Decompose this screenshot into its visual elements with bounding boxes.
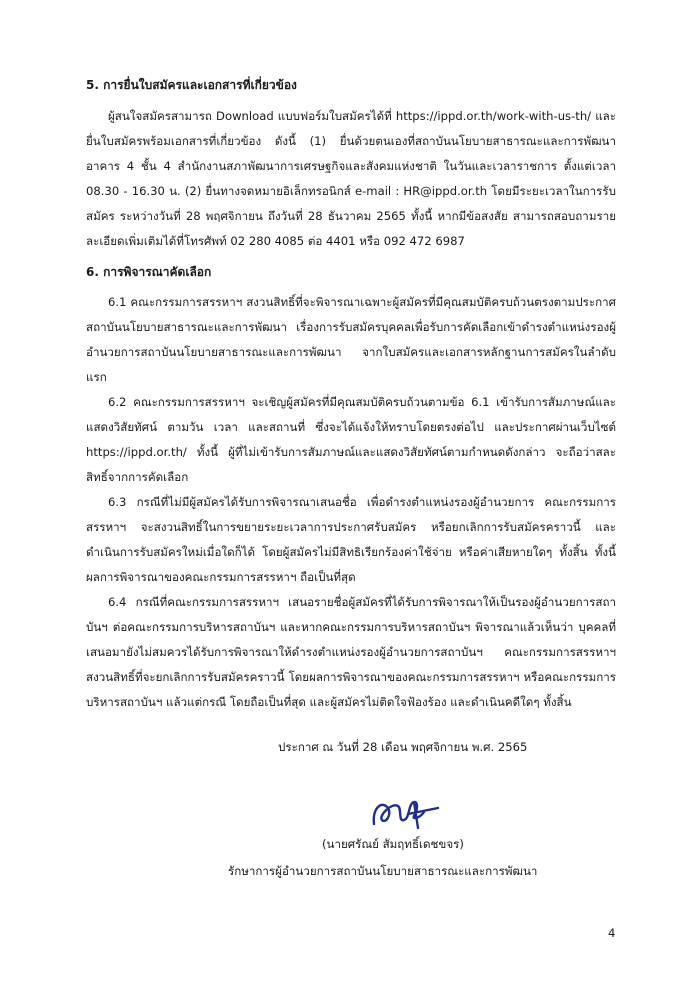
signature-image	[368, 794, 448, 832]
signer-name: (นายศรัณย์ สัมฤทธิ์เดชขจร)	[322, 837, 464, 851]
clause-6-2: 6.2 คณะกรรมการสรรหาฯ จะเชิญผู้สมัครที่มีคุณสมบัติครบถ้วนตามข้อ 6.1 เข้ารับการสัมภาษณ์และแสดงวิสัยทัศน์ ตามวัน เวลา และสถานที่ ซึ่งจะได้แจ้งให้ทราบโดยตรงต่อไป และประกาศผ่านเว็บไซต์ https://ippd.or.th/ ทั้งนี้ ผู้ที่ไม่เข้ารับการสัมภาษณ์และแสดงวิสัยทัศน์ตามกำหนดดังกล่าว จะถือว่าสละสิทธิ์จากการคัดเลือก	[86, 395, 616, 484]
page-number: 4	[608, 926, 616, 940]
clause-6-3: 6.3 กรณีที่ไม่มีผู้สมัครได้รับการพิจารณาเสนอชื่อ เพื่อดำรงตำแหน่งรองผู้อำนวยการ คณะกรรมการสรรหาฯ จะสงวนสิทธิ์ในการขยายระยะเวลาการประกาศรับสมัคร หรือยกเลิกการรับสมัครคราวนี้ และดำเนินการรับสมัครใหม่เมื่อใดก็ได้ โดยผู้สมัครไม่มีสิทธิเรียกร้องค่าใช้จ่าย หรือค่าเสียหายใดๆ ทั้งสิ้น ทั้งนี้ ผลการพิจารณาของคณะกรรมการสรรหาฯ ถือเป็นที่สุด	[86, 495, 616, 584]
announcement-date: ประกาศ ณ วันที่ 28 เดือน พฤศจิกายน พ.ศ. 2565	[278, 740, 528, 754]
clause-6-1: 6.1 คณะกรรมการสรรหาฯ สงวนสิทธิ์ที่จะพิจารณาเฉพาะผู้สมัครที่มีคุณสมบัติครบถ้วนตรงตามประกาศสถาบันนโยบายสาธารณะและการพัฒนา เรื่องการรับสมัครบุคคลเพื่อรับการคัดเลือกเข้าดำรงตำแหน่งรองผู้อำนวยการสถาบันนโยบายสาธารณะและการพัฒนา จากใบสมัครและเอกสารหลักฐานการสมัครในลำดับแรก	[86, 295, 616, 384]
section-6-title: 6. การพิจารณาคัดเลือก	[86, 265, 212, 279]
clause-6-4: 6.4 กรณีที่คณะกรรมการสรรหาฯ เสนอรายชื่อผู้สมัครที่ได้รับการพิจารณาให้เป็นรองผู้อำนวยการสถาบันฯ ต่อคณะกรรมการบริหารสถาบันฯ และหากคณะกรรมการบริหารสถาบันฯ พิจารณาแล้วเห็นว่า บุคคลที่เสนอมายังไม่สมควรได้รับการพิจารณาให้ดำรงตำแหน่งรองผู้อำนวยการสถาบันฯ คณะกรรมการสรรหาฯ สงวนสิทธิ์ที่จะยกเลิกการรับสมัครคราวนี้ โดยผลการพิจารณาของคณะกรรมการสรรหาฯ หรือคณะกรรมการบริหารสถาบันฯ แล้วแต่กรณี โดยถือเป็นที่สุด และผู้สมัครไม่ติดใจฟ้องร้อง และดำเนินคดีใดๆ ทั้งสิ้น	[86, 595, 616, 709]
signer-title: รักษาการผู้อำนวยการสถาบันนโยบายสาธารณะและการพัฒนา	[228, 864, 538, 878]
section-5-body	[86, 104, 616, 254]
section-5-title: 5. การยื่นใบสมัครและเอกสารที่เกี่ยวข้อง	[86, 78, 297, 92]
section-5-paragraph: ผู้สนใจสมัครสามารถ Download แบบฟอร์มใบสมัครได้ที่ https://ippd.or.th/work-with-us-th/ และยื่นใบสมัครพร้อมเอกสารที่เกี่ยวข้อง ดังนี้ (1) ยื่นด้วยตนเองที่สถาบันนโยบายสาธารณะและการพัฒนา อาคาร 4 ชั้น 4 สำนักงานสภาพัฒนาการเศรษฐกิจและสังคมแห่งชาติ ในวันและเวลาราชการ ตั้งแต่เวลา 08.30 - 16.30 น. (2) ยื่นทางจดหมายอิเล็กทรอนิกส์ e-mail : HR@ippd.or.th โดยมีระยะเวลาในการรับสมัคร ระหว่างวันที่ 28 พฤศจิกายน ถึงวันที่ 28 ธันวาคม 2565 ทั้งนี้ หากมีข้อสงสัย สามารถสอบถามรายละเอียดเพิ่มเติมได้ที่โทรศัพท์ 02 280 4085 ต่อ 4401 หรือ 092 472 6987	[86, 109, 616, 248]
section-6-body	[86, 290, 616, 715]
